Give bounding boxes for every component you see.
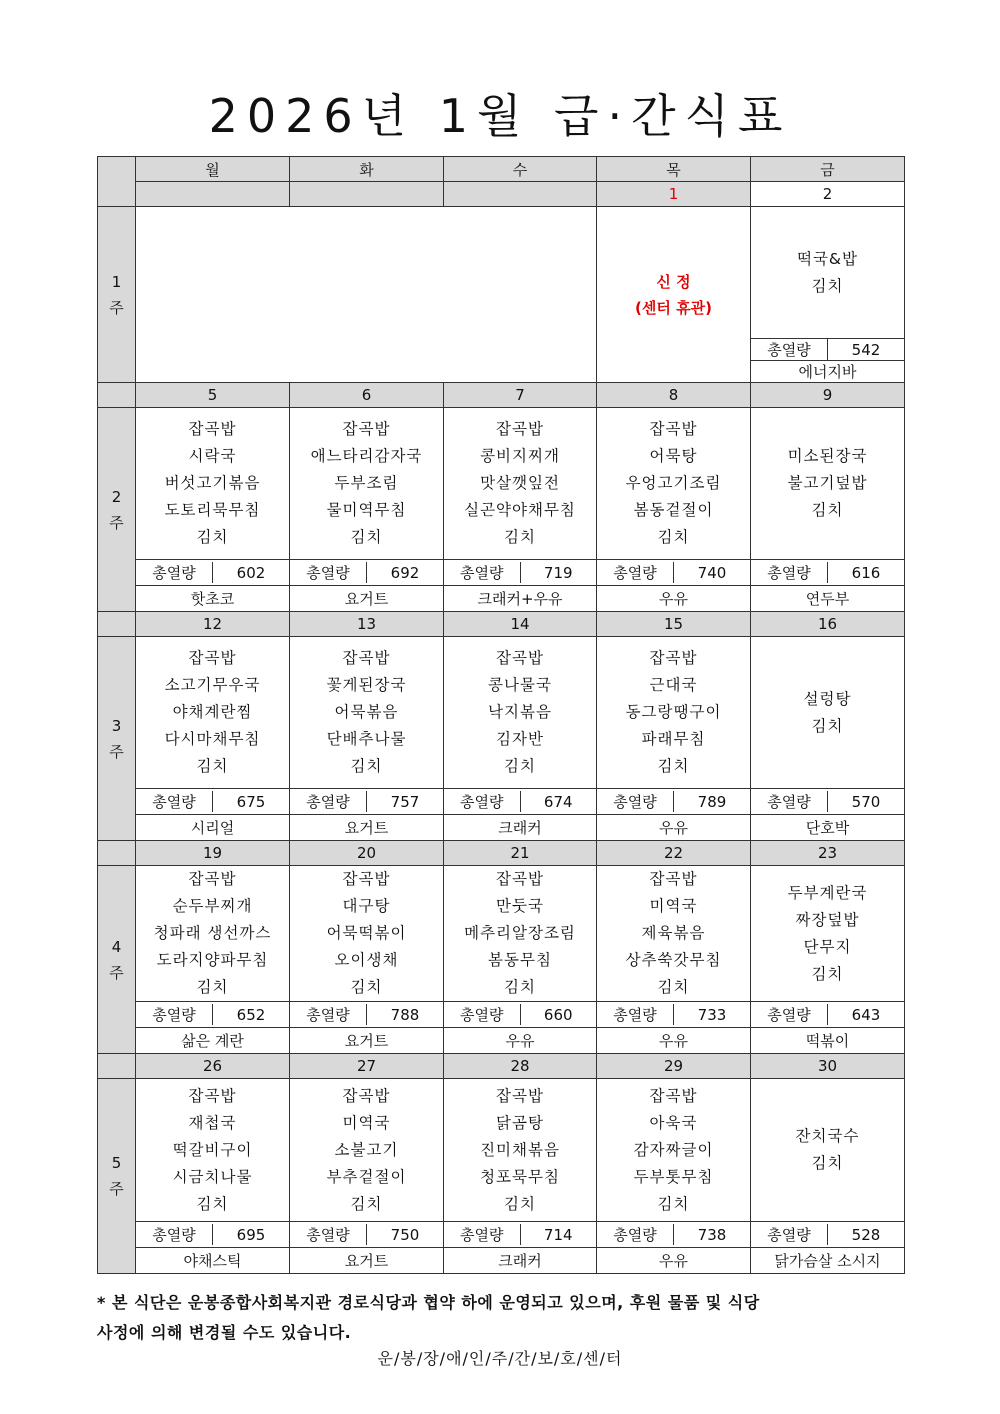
menu-item: 김치 xyxy=(196,978,229,996)
snack-cell: 단호박 xyxy=(751,815,905,841)
kcal-label: 총열량 xyxy=(751,562,828,583)
snack-cell: 에너지바 xyxy=(751,361,905,383)
kcal-value: 738 xyxy=(697,1225,727,1244)
snack-cell: 우유 xyxy=(597,815,751,841)
kcal-value: 719 xyxy=(543,563,573,582)
page-title: 2026년 1월 급·간식표 xyxy=(208,89,792,143)
menu-item: 소불고기 xyxy=(334,1140,399,1159)
menu-item: 단배추나물 xyxy=(326,730,407,748)
date-cell: 21 xyxy=(444,841,597,866)
day-tue: 화 xyxy=(290,157,444,182)
menu-item: 소고기무우국 xyxy=(164,676,261,694)
kcal-cell xyxy=(597,1222,751,1248)
menu-item: 어묵탕 xyxy=(649,447,698,465)
menu-cell xyxy=(751,866,905,1002)
menu-item: 잡곡밥 xyxy=(496,870,544,888)
snack-cell: 핫초코 xyxy=(136,586,290,612)
week5-snack-row xyxy=(98,1248,905,1274)
menu-cell xyxy=(136,1079,290,1222)
menu-item: 잡곡밥 xyxy=(342,1086,391,1105)
menu-item: 낙지볶음 xyxy=(488,703,552,721)
menu-item: 김치 xyxy=(350,978,383,996)
empty-days xyxy=(136,207,597,383)
snack-cell: 시리얼 xyxy=(136,815,290,841)
menu-item: 시금치나물 xyxy=(172,1167,253,1186)
menu-item: 잡곡밥 xyxy=(188,420,237,438)
kcal-cell xyxy=(444,1002,597,1028)
day-thu: 목 xyxy=(597,157,751,182)
week5-kcal-row xyxy=(98,1222,905,1248)
menu-item: 김치 xyxy=(657,528,690,546)
kcal-label: 총열량 xyxy=(751,791,828,812)
menu-item: 청포묵무침 xyxy=(480,1167,560,1186)
week3-kcal-row xyxy=(98,789,905,815)
menu-item: 김치 xyxy=(504,1194,536,1213)
date-cell: 27 xyxy=(290,1054,444,1079)
menu-item: 미소된장국 xyxy=(787,447,868,465)
menu-item: 오이생채 xyxy=(334,951,399,969)
week-label: 2 주 xyxy=(98,408,136,612)
kcal-value: 757 xyxy=(390,792,420,811)
kcal-label: 총열량 xyxy=(597,1224,674,1245)
menu-item: 미역국 xyxy=(649,897,698,915)
menu-item: 김치 xyxy=(811,501,844,519)
date-cell: 9 xyxy=(751,383,905,408)
menu-item: 짜장덮밥 xyxy=(795,910,860,929)
menu-item: 상추쑥갓무침 xyxy=(625,951,722,969)
snack-cell: 크래커+우유 xyxy=(444,586,597,612)
kcal-label: 총열량 xyxy=(751,1004,828,1025)
holiday-note: (센터 휴관) xyxy=(635,298,712,317)
menu-item: 도토리묵무침 xyxy=(164,501,261,519)
menu-item: 잡곡밥 xyxy=(342,420,391,438)
meal-schedule-table xyxy=(97,156,905,1274)
kcal-label: 총열량 xyxy=(290,1004,367,1025)
menu-item: 잡곡밥 xyxy=(649,1086,698,1105)
date-cell: 13 xyxy=(290,612,444,637)
kcal-cell xyxy=(290,560,444,586)
kcal-cell xyxy=(751,789,905,815)
kcal-cell xyxy=(136,560,290,586)
menu-item: 제육볶음 xyxy=(641,924,706,942)
date-cell: 16 xyxy=(751,612,905,637)
week3-menu-row xyxy=(98,637,905,789)
menu-item: 메추리알장조림 xyxy=(464,924,576,942)
snack-cell: 요거트 xyxy=(290,1248,444,1274)
menu-item: 동그랑땡구이 xyxy=(625,703,722,721)
menu-item: 재첩국 xyxy=(188,1113,237,1132)
menu-item: 김치 xyxy=(196,757,229,775)
menu-item: 김치 xyxy=(504,978,536,996)
menu-item: 시락국 xyxy=(188,447,237,465)
date-cell: 12 xyxy=(136,612,290,637)
week4-snack-row xyxy=(98,1028,905,1054)
kcal-label: 총열량 xyxy=(751,339,828,360)
kcal-label: 총열량 xyxy=(290,791,367,812)
kcal-value: 692 xyxy=(390,563,420,582)
menu-item: 다시마채무침 xyxy=(164,730,261,748)
date-cell: 29 xyxy=(597,1054,751,1079)
kcal-value: 528 xyxy=(851,1225,881,1244)
week3-snack-row xyxy=(98,815,905,841)
date-cell: 30 xyxy=(751,1054,905,1079)
menu-item: 애느타리감자국 xyxy=(310,447,423,465)
snack-cell: 크래커 xyxy=(444,1248,597,1274)
menu-item: 잔치국수 xyxy=(795,1127,860,1145)
kcal-cell xyxy=(751,1002,905,1028)
kcal-label: 총열량 xyxy=(136,1224,213,1245)
kcal-cell xyxy=(136,1222,290,1248)
week4-kcal-row xyxy=(98,1002,905,1028)
menu-item: 도라지양파무침 xyxy=(156,951,269,969)
menu-item: 김치 xyxy=(811,1154,844,1172)
kcal-label: 총열량 xyxy=(751,1224,828,1245)
date-cell: 15 xyxy=(597,612,751,637)
menu-cell xyxy=(597,1079,751,1222)
kcal-value: 602 xyxy=(236,563,266,582)
menu-item: 부추겉절이 xyxy=(326,1167,407,1186)
week-label: 3 주 xyxy=(98,637,136,841)
snack-cell: 요거트 xyxy=(290,586,444,612)
menu-cell xyxy=(444,866,597,1002)
date-cell: 28 xyxy=(444,1054,597,1079)
kcal-label: 총열량 xyxy=(597,1004,674,1025)
menu-item: 잡곡밥 xyxy=(188,870,237,888)
menu-cell xyxy=(751,637,905,789)
date-cell: 8 xyxy=(597,383,751,408)
kcal-value: 788 xyxy=(390,1005,420,1024)
menu-item: 불고기덮밥 xyxy=(787,474,868,492)
menu-item: 떡갈비구이 xyxy=(172,1140,253,1159)
footnote-line1: * 본 식단은 운봉종합사회복지관 경로식당과 협약 하에 운영되고 있으며, 후원 물품 및 식당 xyxy=(97,1293,760,1312)
week4-date-row xyxy=(98,841,905,866)
holiday-cell xyxy=(597,207,751,383)
date-cell: 26 xyxy=(136,1054,290,1079)
menu-item: 꽃게된장국 xyxy=(326,676,407,694)
center-name: 운/봉/장/애/인/주/간/보/호/센/터 xyxy=(377,1349,623,1368)
menu-cell xyxy=(751,207,905,339)
kcal-cell xyxy=(444,1222,597,1248)
kcal-label: 총열량 xyxy=(136,791,213,812)
menu-item: 김치 xyxy=(657,757,690,775)
snack-cell: 우유 xyxy=(597,586,751,612)
menu-item: 김자반 xyxy=(496,730,544,748)
date-cell: 5 xyxy=(136,383,290,408)
date-cell xyxy=(136,182,290,207)
menu-item: 김치 xyxy=(350,528,383,546)
menu-item: 맛살깻잎전 xyxy=(480,474,560,492)
week1-menu-row xyxy=(98,207,905,339)
kcal-label: 총열량 xyxy=(444,791,521,812)
menu-item: 실곤약야채무침 xyxy=(464,501,576,519)
snack-cell: 우유 xyxy=(597,1248,751,1274)
kcal-cell xyxy=(136,1002,290,1028)
menu-item: 잡곡밥 xyxy=(496,649,544,667)
kcal-value: 570 xyxy=(851,792,881,811)
menu-item: 닭곰탕 xyxy=(496,1113,544,1132)
snack-cell: 우유 xyxy=(444,1028,597,1054)
date-cell: 6 xyxy=(290,383,444,408)
menu-item: 김치 xyxy=(504,528,536,546)
holiday-name: 신 정 xyxy=(656,272,691,291)
week1-date-row xyxy=(98,182,905,207)
date-cell: 22 xyxy=(597,841,751,866)
kcal-value: 750 xyxy=(390,1225,420,1244)
menu-cell xyxy=(290,866,444,1002)
menu-item: 잡곡밥 xyxy=(649,870,698,888)
kcal-value: 652 xyxy=(236,1005,266,1024)
menu-item: 잡곡밥 xyxy=(342,649,391,667)
kcal-cell xyxy=(444,560,597,586)
menu-item: 김치 xyxy=(196,528,229,546)
kcal-cell xyxy=(597,789,751,815)
week2-date-row xyxy=(98,383,905,408)
menu-item: 두부조림 xyxy=(334,474,399,492)
kcal-label: 총열량 xyxy=(136,1004,213,1025)
week-label: 1 주 xyxy=(98,207,136,383)
kcal-cell xyxy=(597,560,751,586)
menu-cell xyxy=(290,1079,444,1222)
menu-item: 콩나물국 xyxy=(488,676,552,694)
menu-cell xyxy=(136,637,290,789)
menu-item: 어묵볶음 xyxy=(334,703,399,721)
menu-item: 김치 xyxy=(350,757,383,775)
menu-item: 김치 xyxy=(504,757,536,775)
kcal-cell xyxy=(290,789,444,815)
kcal-value: 675 xyxy=(236,792,266,811)
menu-item: 두부계란국 xyxy=(787,883,868,902)
date-cell: 20 xyxy=(290,841,444,866)
kcal-label: 총열량 xyxy=(597,791,674,812)
menu-cell xyxy=(290,408,444,560)
corner-cell xyxy=(98,157,136,207)
kcal-cell xyxy=(751,1222,905,1248)
week5-menu-row xyxy=(98,1079,905,1222)
menu-cell xyxy=(136,866,290,1002)
menu-item: 두부톳무침 xyxy=(633,1167,714,1186)
kcal-cell xyxy=(444,789,597,815)
menu-cell xyxy=(290,637,444,789)
day-mon: 월 xyxy=(136,157,290,182)
menu-cell xyxy=(136,408,290,560)
day-wed: 수 xyxy=(444,157,597,182)
snack-cell: 요거트 xyxy=(290,1028,444,1054)
menu-item: 잡곡밥 xyxy=(496,420,544,438)
date-cell: 2 xyxy=(751,182,905,207)
kcal-cell xyxy=(290,1002,444,1028)
menu-item: 물미역무침 xyxy=(326,501,407,519)
week2-kcal-row xyxy=(98,560,905,586)
menu-item: 감자짜글이 xyxy=(633,1140,714,1159)
week5-date-row xyxy=(98,1054,905,1079)
menu-item: 만둣국 xyxy=(496,897,544,915)
kcal-label: 총열량 xyxy=(290,562,367,583)
week2-menu-row xyxy=(98,408,905,560)
menu-item: 청파래 생선까스 xyxy=(153,924,272,942)
menu-cell xyxy=(597,408,751,560)
kcal-cell xyxy=(136,789,290,815)
kcal-label: 총열량 xyxy=(444,1004,521,1025)
snack-cell: 떡볶이 xyxy=(751,1028,905,1054)
kcal-label: 총열량 xyxy=(444,1224,521,1245)
menu-item: 김치 xyxy=(811,276,844,295)
week4-menu-row xyxy=(98,866,905,1002)
menu-item: 잡곡밥 xyxy=(649,420,698,438)
menu-item: 단무지 xyxy=(803,937,852,956)
date-cell: 19 xyxy=(136,841,290,866)
kcal-label: 총열량 xyxy=(290,1224,367,1245)
menu-item: 김치 xyxy=(657,978,690,996)
menu-cell xyxy=(444,1079,597,1222)
kcal-value: 542 xyxy=(851,340,881,359)
date-cell-holiday: 1 xyxy=(597,182,751,207)
date-cell: 14 xyxy=(444,612,597,637)
snack-cell: 크래커 xyxy=(444,815,597,841)
corner-cell xyxy=(98,612,136,637)
menu-item: 버섯고기볶음 xyxy=(164,474,261,492)
kcal-value: 616 xyxy=(851,563,881,582)
kcal-value: 643 xyxy=(851,1005,881,1024)
menu-item: 순두부찌개 xyxy=(172,897,253,915)
menu-item: 봄동겉절이 xyxy=(633,501,714,519)
date-cell: 7 xyxy=(444,383,597,408)
menu-item: 어묵떡볶이 xyxy=(326,924,407,942)
menu-item: 잡곡밥 xyxy=(649,649,698,667)
menu-cell xyxy=(444,637,597,789)
kcal-value: 714 xyxy=(543,1225,573,1244)
menu-item: 파래무침 xyxy=(641,730,706,748)
menu-item: 진미채볶음 xyxy=(480,1140,560,1159)
kcal-value: 789 xyxy=(697,792,727,811)
day-header-row xyxy=(98,157,905,182)
footnote-line2: 사정에 의해 변경될 수도 있습니다. xyxy=(97,1323,352,1342)
week3-date-row xyxy=(98,612,905,637)
kcal-cell xyxy=(290,1222,444,1248)
kcal-label: 총열량 xyxy=(136,562,213,583)
corner-cell xyxy=(98,1054,136,1079)
menu-cell xyxy=(444,408,597,560)
corner-cell xyxy=(98,383,136,408)
menu-item: 야채계란찜 xyxy=(172,703,253,721)
date-cell xyxy=(444,182,597,207)
menu-item: 김치 xyxy=(350,1194,383,1213)
menu-item: 김치 xyxy=(811,716,844,735)
menu-item: 잡곡밥 xyxy=(188,1086,237,1105)
menu-item: 잡곡밥 xyxy=(496,1086,544,1105)
snack-cell: 야채스틱 xyxy=(136,1248,290,1274)
menu-item: 잡곡밥 xyxy=(188,649,237,667)
snack-cell: 연두부 xyxy=(751,586,905,612)
snack-cell: 우유 xyxy=(597,1028,751,1054)
menu-cell xyxy=(751,408,905,560)
kcal-value: 674 xyxy=(543,792,573,811)
snack-cell: 닭가슴살 소시지 xyxy=(751,1248,905,1274)
menu-item: 김치 xyxy=(196,1194,229,1213)
kcal-value: 660 xyxy=(543,1005,573,1024)
menu-cell xyxy=(597,866,751,1002)
kcal-label: 총열량 xyxy=(444,562,521,583)
menu-item: 우엉고기조림 xyxy=(625,474,722,492)
kcal-value: 740 xyxy=(697,563,727,582)
week2-snack-row xyxy=(98,586,905,612)
kcal-value: 695 xyxy=(236,1225,266,1244)
kcal-label: 총열량 xyxy=(597,562,674,583)
kcal-cell xyxy=(751,560,905,586)
menu-item: 김치 xyxy=(811,964,844,983)
snack-cell: 요거트 xyxy=(290,815,444,841)
week-label: 5 주 xyxy=(98,1079,136,1274)
kcal-value: 733 xyxy=(697,1005,727,1024)
menu-item: 미역국 xyxy=(342,1113,391,1132)
menu-item: 잡곡밥 xyxy=(342,870,391,888)
footnote xyxy=(97,1288,907,1348)
menu-cell xyxy=(597,637,751,789)
menu-item: 설렁탕 xyxy=(803,689,852,708)
menu-item: 대구탕 xyxy=(342,897,391,915)
kcal-cell xyxy=(597,1002,751,1028)
corner-cell xyxy=(98,841,136,866)
kcal-cell xyxy=(751,339,905,361)
date-cell: 23 xyxy=(751,841,905,866)
menu-cell xyxy=(751,1079,905,1222)
menu-item: 아욱국 xyxy=(649,1113,698,1132)
menu-item: 떡국&밥 xyxy=(796,249,858,268)
day-fri: 금 xyxy=(751,157,905,182)
week-label: 4 주 xyxy=(98,866,136,1054)
menu-item: 봄동무침 xyxy=(488,951,552,969)
menu-item: 김치 xyxy=(657,1194,690,1213)
menu-item: 콩비지찌개 xyxy=(480,447,560,465)
snack-cell: 삶은 계란 xyxy=(136,1028,290,1054)
menu-item: 근대국 xyxy=(649,676,698,694)
date-cell xyxy=(290,182,444,207)
